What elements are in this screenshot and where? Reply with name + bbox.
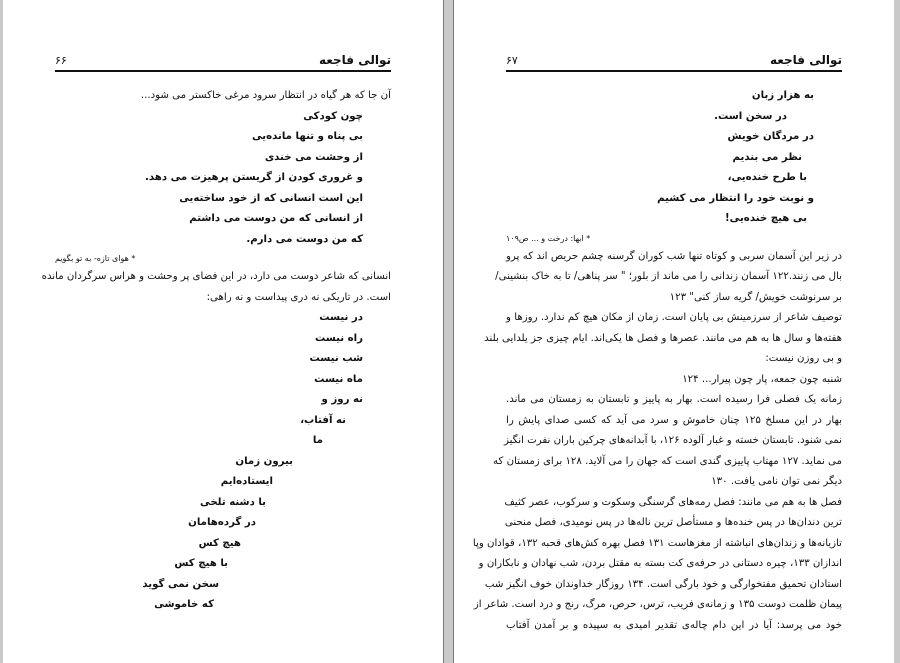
text-line: در گرده‌هامان: [188, 517, 256, 528]
text-line: ایستاده‌ایم: [220, 476, 273, 487]
text-line: بیرون زمان: [235, 455, 293, 467]
text-line: از وحشت می خندی: [264, 151, 363, 163]
text-line: است. در تاریکی نه دری پیداست و نه راهی:: [206, 291, 391, 303]
text-line: و بی روزن نیست:: [765, 353, 842, 364]
text-line: با دشنه تلخی: [200, 496, 266, 508]
text-line: شنبه چون جمعه، پار چون پیرار... ۱۲۴: [682, 373, 842, 385]
text-line: بی پناه و تنها مانده‌یی: [252, 131, 363, 142]
text-line: فصل ها به هم می مانند: فصل رمه‌های گرسنگی وسکوت و سرکوب، عصر کثیف: [504, 496, 842, 508]
text-line: و غروری کودن از گریستن پرهیزت می دهد.: [145, 172, 363, 183]
text-line: از انسانی که من دوست می داشتم: [189, 213, 363, 224]
text-line: توصیف شاعر از سرزمینش بی پایان است. زمان از مکان هیچ کم ندارد. روزها و: [506, 312, 842, 323]
text-line: زمانه یک فصلی فرا رسیده است. بهار به پاییز و تابستان به زمستان می ماند.: [506, 394, 842, 405]
text-line: این است انسانی که از خود ساخته‌یی: [179, 192, 363, 204]
right-page: [453, 0, 894, 663]
page-number: ۶۷: [506, 54, 518, 67]
text-line: و نوبت خود را انتظار می کشیم: [657, 192, 814, 204]
text-line: در مردگان خویش: [727, 131, 814, 142]
text-line: به هزار زبان: [751, 90, 814, 101]
text-line: راه نیست: [314, 332, 363, 344]
text-line: نمی شنود. تابستان خسته و غبار آلوده ۱۲۶، با آبدانه‌های چرکین باران نفرت انگیز: [503, 435, 842, 446]
page-body: [41, 86, 391, 616]
text-line: دیگر نمی توان نامی یافت. ۱۳۰: [711, 476, 842, 487]
text-line: بر سرنوشت خویش/ گریه ساز کنی" ۱۲۳: [669, 291, 842, 303]
text-line: تازیانه‌ها و زندان‌های انباشته از مغزهاست ۱۳۱ فصل بهره کش‌های قحبه ۱۳۲، قوادان وپا: [472, 537, 842, 549]
text-line: با هیچ کس: [174, 558, 228, 569]
text-line: هیچ کس: [198, 537, 241, 549]
text-line: سخن نمی گوید: [142, 578, 219, 590]
page-body: [472, 86, 842, 636]
text-line: که من دوست می دارم.: [246, 233, 363, 245]
text-line: انسانی که شاعر دوست می دارد، در این فضای پر وحشت و هراس سرگردان مانده: [41, 271, 391, 282]
text-line: ماه نیست: [314, 373, 363, 385]
text-line: شب نیست: [309, 353, 363, 364]
text-line: بی هیچ خنده‌یی!: [725, 213, 807, 224]
running-head-title: توالی فاجعه: [769, 53, 842, 67]
left-page: [3, 0, 444, 663]
text-line: ما: [312, 435, 323, 446]
footnote-line: * ابها: درخت و ... ص۱۰۹: [506, 233, 591, 243]
text-line: آن جا که هر گیاه در انتظار سرود مرغی خاکستر می شود...: [140, 90, 391, 101]
page-number: ۶۶: [55, 54, 67, 67]
text-line: نظر می بندیم: [732, 151, 802, 163]
running-head: [506, 52, 842, 72]
text-line: در نیست: [319, 312, 363, 323]
text-line: نه آفتاب،: [300, 414, 346, 426]
text-line: با طرح خنده‌یی،: [727, 172, 807, 183]
text-line: اندازان ۱۳۳، چیره دستانی در حرفه‌ی کت بسته به مقتل بردن، شب نهادان و نابکاران و: [478, 558, 842, 569]
text-line: هفته‌ها و سال ها به هم می مانند. عصرها و فصل ها یکی‌اند. ایام چیزی جز یلدایی بلند: [484, 332, 842, 344]
text-line: در سخن است.: [714, 110, 787, 122]
text-line: می نماید. ۱۲۷ مهتاب پاییزی گندی است که جهان را می آلاید. ۱۲۸ برای زمستان که: [493, 455, 842, 467]
text-line: بال می زنند.۱۲۲ آسمان زندانی را می ماند از بلور؛ " سر پناهی/ تا به خاک بنشینی/: [495, 271, 842, 282]
footnote-line: * هوای تازه- به تو بگویم: [55, 254, 136, 263]
text-line: نه روز و: [321, 394, 363, 405]
text-line: ترین دندان‌ها در پس خنده‌ها و مستأصل ترین ناله‌ها در پس نومیدی، فصل منحنی: [504, 517, 842, 528]
text-line: در زیر این آسمان سربی و کوتاه تنها شب کوران گرسنه چشم حریص اند که پرو: [506, 250, 842, 262]
text-line: خود می پرسد: آیا در این دام چاله‌ی تقدیر امیدی به سپیده و بر آمدن آفتاب: [506, 619, 842, 631]
running-head-title: توالی فاجعه: [318, 53, 391, 67]
text-line: چون کودکی: [303, 110, 363, 122]
text-line: استادان تحمیق مفتخوارگی و خود بارگی است. ۱۳۴ روزگار خداوندان خوف انگیز شب: [484, 578, 842, 590]
text-line: بهار در این مسلخ ۱۲۵ چنان خاموش و سرد می آید که کسی صدای پایش را: [506, 414, 842, 426]
text-line: پیمان ظلمت دوست ۱۳۵ و زمانه‌ی فریب، ترس، حرص، مرگ، رنج و درد است. شاعر از: [473, 599, 842, 610]
text-line: که خاموشی: [154, 599, 214, 610]
running-head: [55, 52, 391, 72]
